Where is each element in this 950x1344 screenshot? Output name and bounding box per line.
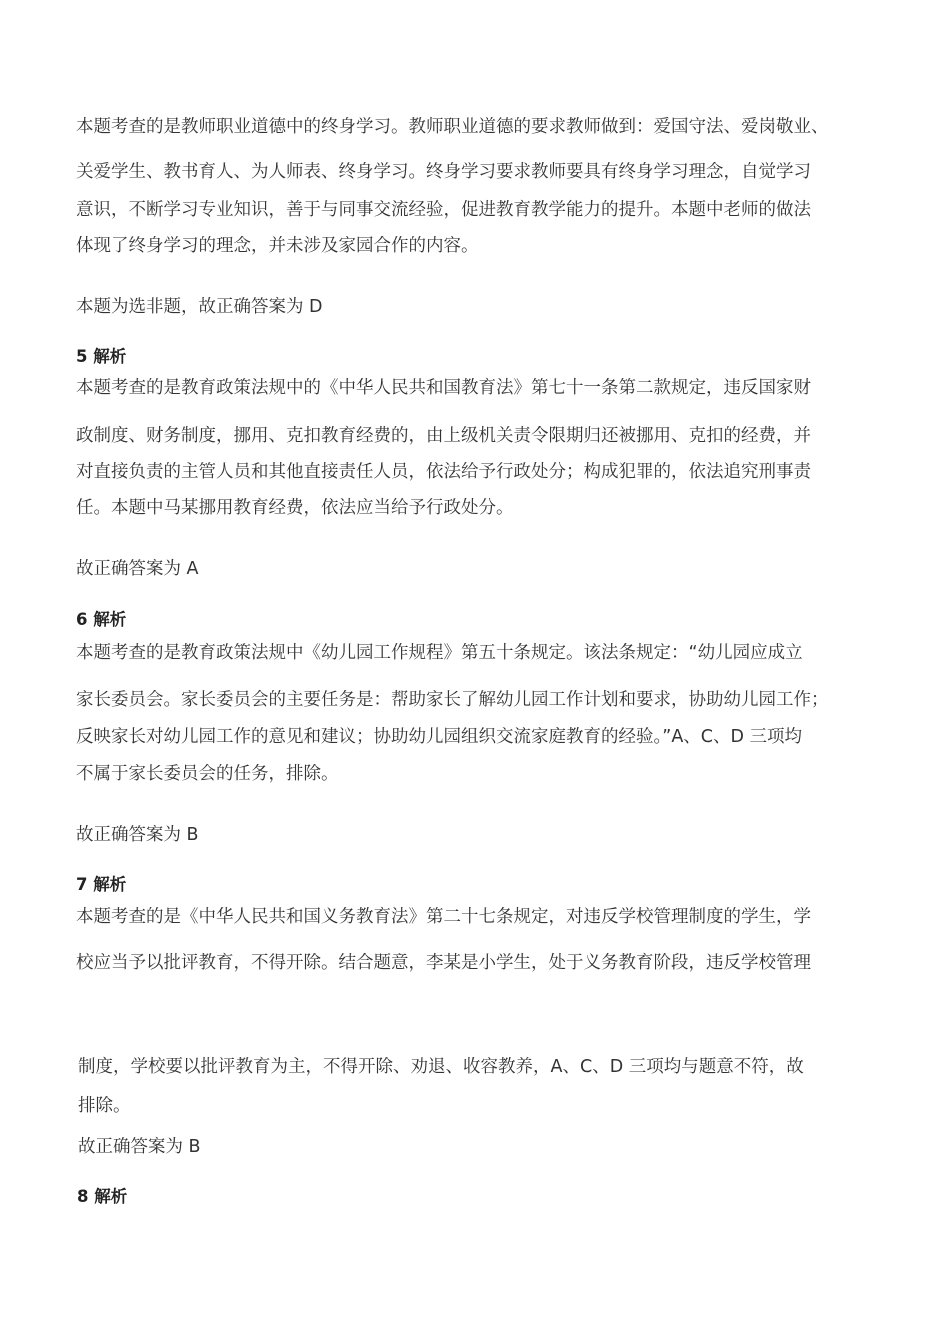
text-line: 本题考查的是教育政策法规中《幼儿园工作规程》第五十条规定。该法条规定：“幼儿园应成立 (76, 643, 803, 663)
text-line: 体现了终身学习的理念，并未涉及家园合作的内容。 (76, 236, 479, 256)
text-line: 对直接负责的主管人员和其他直接责任人员，依法给予行政处分；构成犯罪的，依法追究刑事责 (76, 462, 811, 482)
text-line: 意识，不断学习专业知识，善于与同事交流经验，促进教育教学能力的提升。本题中老师的做法 (76, 200, 811, 220)
section-heading: 6 解析 (76, 610, 127, 629)
text-line: 校应当予以批评教育，不得开除。结合题意，李某是小学生，处于义务教育阶段，违反学校管理 (76, 953, 811, 973)
section-heading: 5 解析 (76, 347, 127, 366)
answer-line: 故正确答案为 A (76, 559, 199, 579)
text-line: 任。本题中马某挪用教育经费，依法应当给予行政处分。 (76, 498, 514, 518)
text-line: 制度，学校要以批评教育为主，不得开除、劝退、收容教养，A、C、D 三项均与题意不符，故 (78, 1057, 804, 1077)
answer-line: 本题为选非题，故正确答案为 D (76, 297, 323, 317)
text-line: 本题考查的是教师职业道德中的终身学习。教师职业道德的要求教师做到：爱国守法、爱岗敬业、 (76, 117, 829, 137)
answer-line: 故正确答案为 B (78, 1137, 201, 1157)
text-line: 政制度、财务制度，挪用、克扣教育经费的，由上级机关责令限期归还被挪用、克扣的经费，并 (76, 426, 811, 446)
answer-line: 故正确答案为 B (76, 825, 199, 845)
text-line: 关爱学生、教书育人、为人师表、终身学习。终身学习要求教师要具有终身学习理念，自觉学习 (76, 162, 811, 182)
section-heading: 7 解析 (76, 875, 127, 894)
text-line: 家长委员会。家长委员会的主要任务是：帮助家长了解幼儿园工作计划和要求，协助幼儿园工作； (76, 690, 829, 710)
text-line: 不属于家长委员会的任务，排除。 (76, 764, 339, 784)
text-line: 反映家长对幼儿园工作的意见和建议；协助幼儿园组织交流家庭教育的经验。”A、C、D 三项均 (76, 727, 803, 747)
text-line: 排除。 (78, 1096, 131, 1116)
section-heading: 8 解析 (77, 1187, 128, 1206)
text-line: 本题考查的是《中华人民共和国义务教育法》第二十七条规定，对违反学校管理制度的学生，学 (76, 907, 811, 927)
text-line: 本题考查的是教育政策法规中的《中华人民共和国教育法》第七十一条第二款规定，违反国家财 (76, 378, 811, 398)
